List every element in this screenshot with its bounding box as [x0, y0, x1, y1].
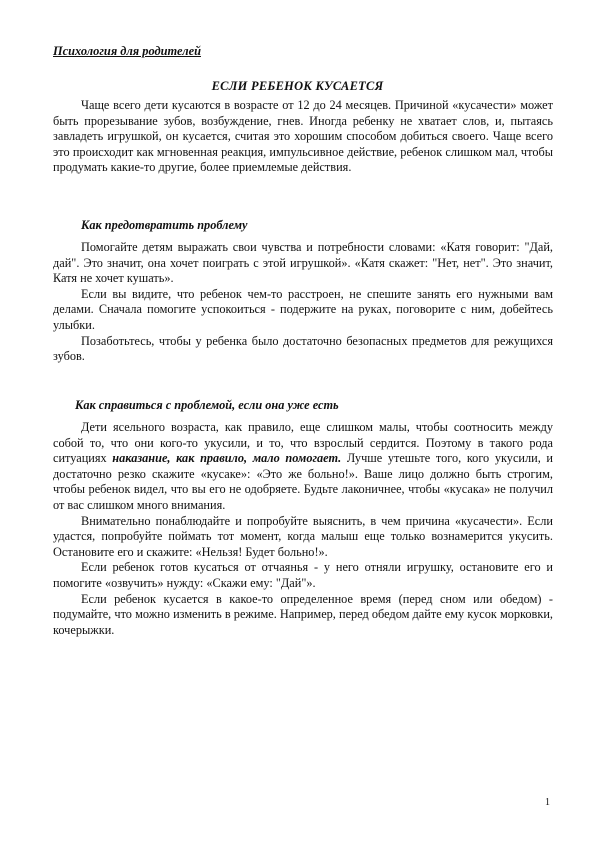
cope-paragraph-4: Если ребенок кусается в какое-то определенное время (перед сном или обедом) - подумайте, что можно изменить в режиме. Например, перед обедом дайте ему кусок морковки, кочерыжки.	[53, 591, 553, 637]
document-title: ЕСЛИ РЕБЕНОК КУСАЕТСЯ	[211, 79, 384, 93]
page-number: 1	[545, 797, 550, 808]
prevent-paragraph-3: Позаботьтесь, чтобы у ребенка было достаточно безопасных предметов для режущихся зубов.	[53, 333, 553, 364]
intro-paragraph: Чаще всего дети кусаются в возрасте от 12 до 24 месяцев. Причиной «кусачести» может быть прорезывание зубов, возбуждение, гнев. Иногда ребенку не хватает слов, и, пытаясь завладеть игрушкой, он кусается, считая это хорошим способом добиться своего. Чаще всего это происходит как мгновенная реакция, импульсивное действие, ребенок слишком мал, чтобы продумать какие-то другие, более приемлемые действия.	[53, 98, 553, 175]
prevent-heading: Как предотвратить проблему	[81, 218, 248, 232]
cope-section	[53, 398, 553, 413]
intro-section	[53, 98, 553, 176]
cope-p1-text-a: Дети ясельного возраста, как правило, еще слишком малы, чтобы соотносить между собой то, что они кого-то укусили, и то, что взрослый сердится. Поэтому в такого рода ситуациях	[53, 420, 553, 466]
cope-p1-emphasis: наказание, как правило, мало помогает.	[112, 451, 342, 466]
prevent-paragraph-2: Если вы видите, что ребенок чем-то расстроен, не спешите занять его нужными вам делами. Сначала помогите успокоиться - подержите на руках, поговорите с ним, добейтесь улыбки.	[53, 286, 553, 332]
cope-heading: Как справиться с проблемой, если она уже есть	[75, 398, 339, 412]
page-header: Психология для родителей	[53, 44, 201, 58]
cope-body	[53, 420, 553, 638]
cope-paragraph-1	[53, 420, 553, 514]
prevent-body	[53, 240, 553, 365]
cope-p1-text-b: Лучше утешьте того, кого укусили, и достаточно резко скажите «кусаке»: «Это же больно!». Ваше лицо должно быть строгим, чтобы ребенок видел, что вы его не одобряете. Будьте лаконичнее, чтобы «кусака» не получил от вас слишком много внимания.	[53, 451, 553, 512]
prevent-paragraph-1: Помогайте детям выражать свои чувства и потребности словами: «Катя говорит: "Дай, дай". Это значит, она хочет поиграть с этой игрушкой». «Катя скажет: "Нет, нет". Это значит, Катя не хочет кушать».	[53, 240, 553, 286]
prevent-section	[53, 218, 553, 233]
cope-paragraph-3: Если ребенок готов кусаться от отчаянья - у него отняли игрушку, остановите его и помогите «озвучить» нужду: «Скажи ему: "Дай"».	[53, 560, 553, 590]
cope-paragraph-2: Внимательно понаблюдайте и попробуйте выяснить, в чем причина «кусачести». Если удастся, попробуйте поймать тот момент, когда малыш еще только вознамерится укусить. Остановите его и скажите: «Нельзя! Будет больно!».	[53, 513, 553, 559]
